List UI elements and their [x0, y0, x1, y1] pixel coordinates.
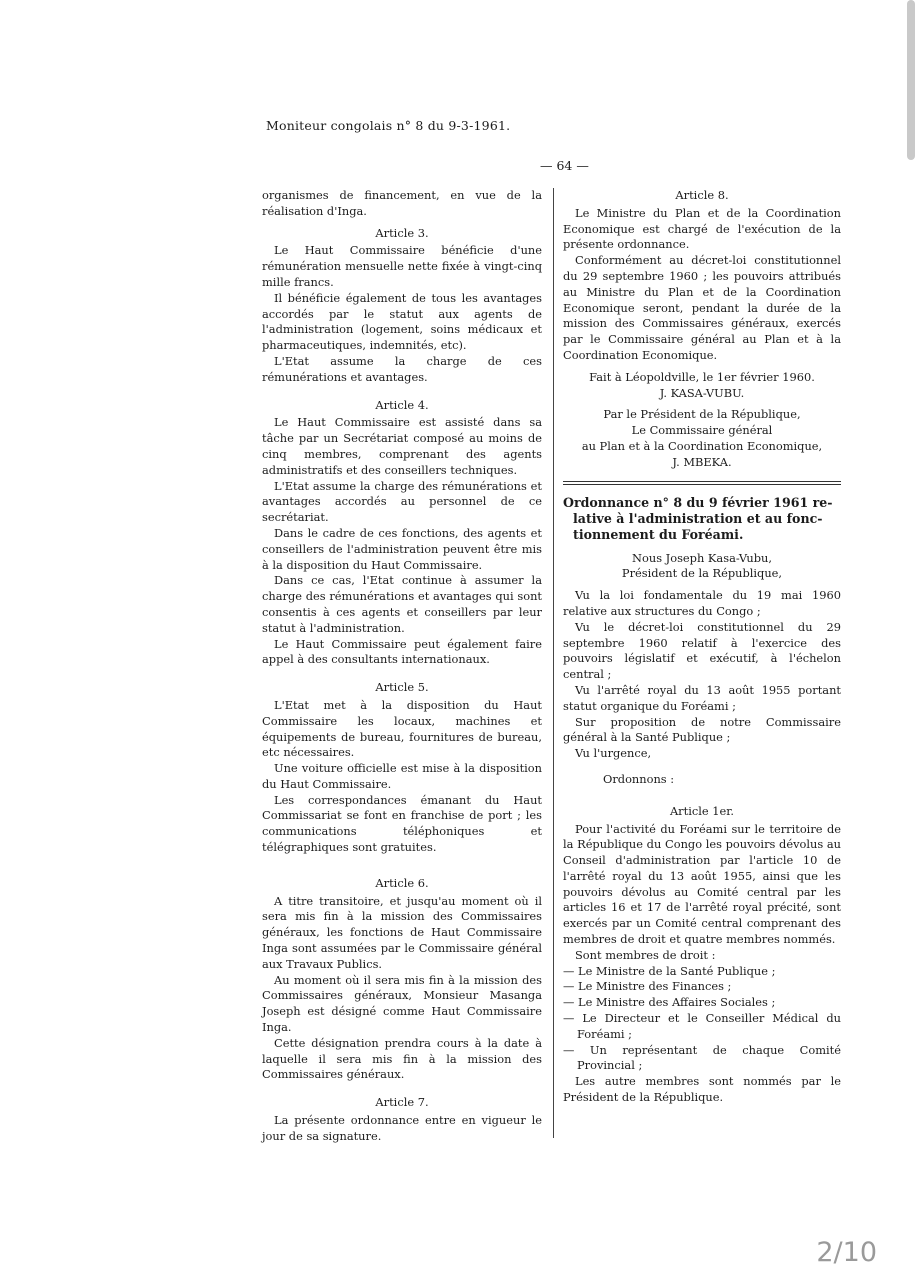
paragraph: Les autre membres sont nommés par le Président de la République. — [563, 1074, 841, 1105]
section-separator — [563, 481, 841, 485]
running-head: Moniteur congolais n° 8 du 9-3-1961. — [266, 118, 511, 133]
member-item: — Un représentant de chaque Comité Provincial ; — [563, 1042, 841, 1073]
page-number: — 64 — — [540, 158, 589, 173]
countersign-name: J. MBEKA. — [672, 454, 732, 469]
paragraph: Une voiture officielle est mise à la disposition du Haut Commissaire. — [262, 761, 542, 791]
member-item: — Le Ministre des Affaires Sociales ; — [563, 995, 776, 1010]
paragraph: Dans ce cas, l'Etat continue à assumer la charge des rémunérations et avantages qui sont consentis à ces agents et conseillers par leur statut à l'administration. — [262, 573, 542, 635]
considerant: Vu l'urgence, — [575, 746, 652, 761]
article-heading: Article 6. — [375, 875, 429, 890]
paragraph: Au moment où il sera mis fin à la mission des Commissaires généraux, Monsieur Masanga Joseph est désigné comme Haut Commissaire Inga. — [262, 972, 542, 1035]
member-item: — Le Directeur et le Conseiller Médical du Foréami ; — [563, 1011, 841, 1041]
title-line: lative à l'administration et au fonc- — [573, 510, 823, 526]
paragraph: Cette désignation prendra cours à la date à laquelle il sera mis fin à la mission des Commissaires généraux. — [262, 1035, 542, 1082]
ordonnance-title — [563, 495, 841, 543]
preamble-title: Président de la République, — [621, 566, 783, 581]
paragraph: Il bénéficie également de tous les avantages accordés par le statut aux agents de l'administration (logement, soins médicaux et pharmaceutiques, indemnités, etc). — [262, 290, 542, 353]
ordonnons: Ordonnons : — [603, 771, 675, 786]
title-line: tionnement du Foréami. — [573, 526, 744, 542]
considerant: Vu la loi fondamentale du 19 mai 1960 relative aux structures du Congo ; — [563, 588, 841, 618]
preamble-name: Nous Joseph Kasa-Vubu, — [632, 550, 772, 565]
column-divider — [553, 188, 554, 1138]
article-heading: Article 5. — [375, 680, 429, 695]
left-column — [262, 188, 542, 1145]
member-item: — Le Ministre des Finances ; — [563, 979, 732, 994]
paragraph: Dans le cadre de ces fonctions, des agents et conseillers de l'administration peuvent être mis à la disposition du Haut Commissaire. — [262, 525, 542, 572]
countersign-line: au Plan et à la Coordination Economique, — [581, 438, 823, 453]
paragraph: Pour l'activité du Foréami sur le territoire de la République du Congo les pouvoirs dévolus au Conseil d'administration par l'article 10 de l'arrêté royal du 13 août 1955, ainsi que les pouvoirs dévolus au Comité central par les articles 16 et 17 de l'arrêté royal précité, sont exercés par un Comité central comprenant des membres de droit et quatre membres nommés. — [563, 821, 841, 947]
paragraph: Le Haut Commissaire peut également faire appel à des consultants internationaux. — [262, 636, 542, 667]
paragraph: Le Ministre du Plan et de la Coordination Economique est chargé de l'exécution de la présente ordonnance. — [563, 205, 841, 252]
paragraph: L'Etat met à la disposition du Haut Commissaire les locaux, machines et équipements de bureau, fournitures de bureau, etc nécessaires. — [262, 697, 542, 760]
considerant: Vu le décret-loi constitutionnel du 29 septembre 1960 relatif à l'exercice des pouvoirs législatif et exécutif, à l'échelon central ; — [563, 619, 841, 682]
page-indicator: 2/10 — [816, 1237, 877, 1268]
signature-name: J. KASA-VUBU. — [659, 385, 745, 400]
paragraph: Conformément au décret-loi constitutionnel du 29 septembre 1960 ; les pouvoirs attribués au Ministre du Plan et de la Coordination Economique seront, pendant la durée de la mission des Commissaires généraux, exercés par le Commissaire général au Plan et à la Coordination Economique. — [563, 253, 841, 362]
members-intro: Sont membres de droit : — [575, 947, 716, 962]
countersign-line: Le Commissaire général — [631, 423, 773, 438]
title-line: Ordonnance n° 8 du 9 février 1961 re- — [563, 494, 833, 510]
article-heading: Article 1er. — [669, 803, 735, 818]
right-column — [563, 188, 841, 1106]
paragraph: Le Haut Commissaire est assisté dans sa tâche par un Secrétariat composé au moins de cinq membres, comprenant des agents administratifs et des conseillers techniques. — [262, 415, 542, 477]
scrollbar-thumb[interactable] — [907, 0, 915, 160]
considerant: Sur proposition de notre Commissaire général à la Santé Publique ; — [563, 714, 841, 745]
considerant: Vu l'arrêté royal du 13 août 1955 portant statut organique du Foréami ; — [563, 682, 841, 713]
paragraph: L'Etat assume la charge de ces rémunérations et avantages. — [262, 353, 542, 384]
paragraph: Le Haut Commissaire bénéficie d'une rémunération mensuelle nette fixée à vingt-cinq mille francs. — [262, 243, 542, 289]
article-heading: Article 7. — [375, 1095, 429, 1110]
paragraph: A titre transitoire, et jusqu'au moment où il sera mis fin à la mission des Commissaires généraux, les fonctions de Haut Commissaire Inga sont assumées par le Commissaire général aux Travaux Publics. — [262, 893, 542, 971]
article-heading: Article 8. — [675, 188, 729, 202]
article-heading: Article 4. — [375, 397, 429, 412]
signature-place-date: Fait à Léopoldville, le 1er février 1960. — [589, 369, 815, 384]
paragraph: L'Etat assume la charge des rémunérations et avantages accordés au personnel de ce secrétariat. — [262, 478, 542, 525]
countersign-line: Par le Président de la République, — [603, 407, 801, 422]
article-heading: Article 3. — [375, 225, 429, 240]
member-item: — Le Ministre de la Santé Publique ; — [563, 963, 776, 978]
paragraph: organismes de financement, en vue de la réalisation d'Inga. — [262, 188, 542, 218]
paragraph: La présente ordonnance entre en vigueur le jour de sa signature. — [262, 1113, 542, 1143]
paragraph: Les correspondances émanant du Haut Commissariat se font en franchise de port ; les communications téléphoniques et télégraphiques sont gratuites. — [262, 792, 542, 855]
